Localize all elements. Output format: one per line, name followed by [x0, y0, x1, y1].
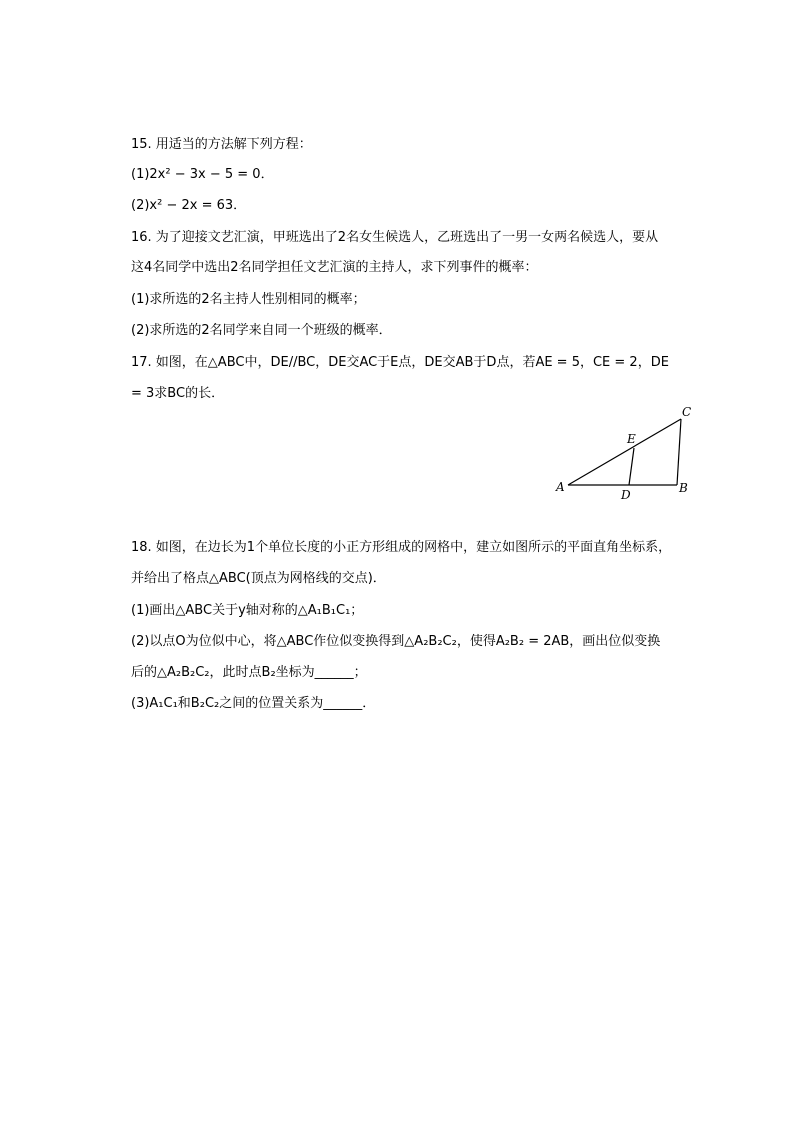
- problem-17-stem-line-2: = 3求BC的长．: [131, 386, 225, 401]
- segment-ac: [568, 419, 681, 485]
- problem-18-part-2-line-1: (2)以点O为位似中心，将△ABC作位似变换得到△A₂B₂C₂，使得A₂B₂ = 2AB，画出位似变换: [131, 634, 661, 649]
- triangle-figure: [550, 400, 700, 505]
- problem-16-stem-line-1: 16. 为了迎接文艺汇演，甲班选出了2名女生候选人，乙班选出了一男一女两名候选人，要从: [131, 230, 659, 245]
- problem-18-stem-line-2: 并给出了格点△ABC(顶点为网格线的交点)．: [131, 571, 386, 586]
- segment-bc: [677, 419, 681, 485]
- segment-de: [629, 448, 634, 485]
- problem-18-part-2-line-2: 后的△A₂B₂C₂，此时点B₂坐标为______；: [131, 665, 367, 680]
- label-c: C: [682, 405, 692, 419]
- problem-15-part-1: (1)2x² − 3x − 5 = 0．: [131, 167, 274, 182]
- problem-16-part-1: (1)求所选的2名主持人性别相同的概率；: [131, 292, 366, 307]
- label-d: D: [621, 488, 631, 502]
- problem-18-stem-line-1: 18. 如图，在边长为1个单位长度的小正方形组成的网格中，建立如图所示的平面直角坐标系，: [131, 540, 672, 555]
- label-a: A: [556, 480, 565, 494]
- problem-18-part-1: (1)画出△ABC关于y轴对称的△A₁B₁C₁；: [131, 603, 364, 618]
- label-e: E: [627, 432, 636, 446]
- problem-16-part-2: (2)求所选的2名同学来自同一个班级的概率．: [131, 323, 392, 338]
- label-b: B: [679, 481, 688, 495]
- problem-18-part-3: (3)A₁C₁和B₂C₂之间的位置关系为______．: [131, 696, 376, 711]
- problem-15-title: 15. 用适当的方法解下列方程：: [131, 137, 312, 152]
- problem-17-stem-line-1: 17. 如图，在△ABC中，DE//BC，DE交AC于E点，DE交AB于D点，若AE = 5，CE = 2，DE: [131, 355, 669, 370]
- problem-16-stem-line-2: 这4名同学中选出2名同学担任文艺汇演的主持人，求下列事件的概率：: [131, 260, 538, 275]
- problem-15-part-2: (2)x² − 2x = 63．: [131, 198, 247, 213]
